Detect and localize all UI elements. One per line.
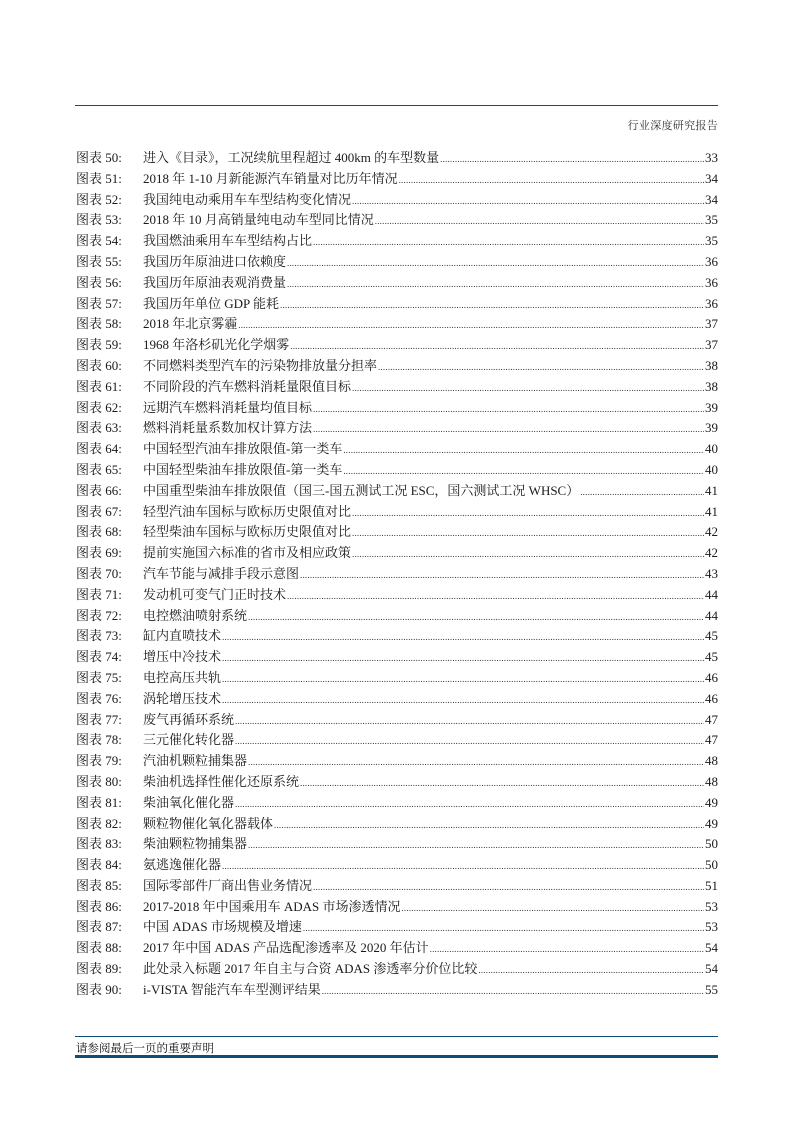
page-number: 49 xyxy=(705,815,718,831)
toc-entry[interactable] xyxy=(76,210,718,231)
report-type-title: 行业深度研究报告 xyxy=(627,120,718,132)
dot-leader xyxy=(235,731,704,752)
figure-title: 发动机可变气门正时技术 xyxy=(143,586,287,602)
toc-entry[interactable] xyxy=(76,626,718,647)
figure-label: 图表 71: xyxy=(76,586,122,602)
toc-entry[interactable] xyxy=(76,855,718,876)
dot-leader xyxy=(222,669,704,690)
figure-label: 图表 76: xyxy=(76,690,122,706)
dot-leader xyxy=(343,461,704,482)
page-number: 35 xyxy=(705,212,718,228)
figure-title: 我国历年单位 GDP 能耗 xyxy=(143,295,280,311)
figure-label: 图表 82: xyxy=(76,815,122,831)
toc-entry[interactable] xyxy=(76,585,718,606)
toc-entry[interactable] xyxy=(76,668,718,689)
figure-label: 图表 79: xyxy=(76,753,122,769)
page-number: 37 xyxy=(705,337,718,353)
toc-entry[interactable] xyxy=(76,959,718,980)
toc-entry[interactable] xyxy=(76,834,718,855)
dot-leader xyxy=(303,918,704,939)
page-number: 49 xyxy=(705,794,718,810)
figure-title: 2018 年 1-10 月新能源汽车销量对比历年情况 xyxy=(143,170,398,186)
dot-leader xyxy=(352,523,704,544)
dot-leader xyxy=(378,357,704,378)
page-number: 39 xyxy=(705,399,718,415)
toc-entry[interactable] xyxy=(76,377,718,398)
dot-leader xyxy=(287,274,704,295)
figure-title: 电控燃油喷射系统 xyxy=(143,607,248,623)
figure-label: 图表 54: xyxy=(76,233,122,249)
dot-leader xyxy=(280,295,704,316)
figure-title: 三元催化转化器 xyxy=(143,732,235,748)
figure-title: 中国轻型柴油车排放限值-第一类车 xyxy=(143,461,343,477)
dot-leader xyxy=(313,419,704,440)
dot-leader xyxy=(287,253,704,274)
figure-title: 2017 年中国 ADAS 产品选配渗透率及 2020 年估计 xyxy=(143,940,429,956)
toc-entry[interactable] xyxy=(76,418,718,439)
dot-leader xyxy=(274,815,704,836)
page-number: 38 xyxy=(705,378,718,394)
figure-label: 图表 50: xyxy=(76,150,122,165)
figure-label: 图表 78: xyxy=(76,732,122,748)
figure-title: 汽油机颗粒捕集器 xyxy=(143,753,248,769)
figure-title: 轻型柴油车国标与欧标历史限值对比 xyxy=(143,524,352,540)
dot-leader xyxy=(300,773,704,794)
toc-entry[interactable] xyxy=(76,439,718,460)
figure-title: 缸内直喷技术 xyxy=(143,628,222,644)
figure-title: 我国历年原油进口依赖度 xyxy=(143,253,287,269)
toc-entry[interactable] xyxy=(76,522,718,543)
figure-title: 2018 年 10 月高销量纯电动车型同比情况 xyxy=(143,212,374,228)
figure-title: 2018 年北京雾霾 xyxy=(143,316,238,332)
dot-leader xyxy=(580,482,704,503)
figure-label: 图表 61: xyxy=(76,378,122,394)
figure-label: 图表 63: xyxy=(76,420,122,436)
toc-entry[interactable] xyxy=(76,710,718,731)
figure-title: 我国历年原油表观消费量 xyxy=(143,274,287,290)
figure-title: 此处录入标题 2017 年自主与合资 ADAS 渗透率分价位比较 xyxy=(143,961,478,977)
figure-title: 汽车节能与减排手段示意图 xyxy=(143,565,300,581)
figure-label: 图表 65: xyxy=(76,461,122,477)
figure-title: 轻型汽油车国标与欧标历史限值对比 xyxy=(143,503,352,519)
figure-label: 图表 90: xyxy=(76,981,122,997)
page-number: 55 xyxy=(705,981,718,997)
toc-entry[interactable] xyxy=(76,231,718,252)
page-number: 48 xyxy=(705,753,718,769)
toc-entry[interactable] xyxy=(76,502,718,523)
header-rule xyxy=(75,105,718,106)
footer-rule-thin xyxy=(75,1036,718,1037)
figure-label: 图表 85: xyxy=(76,877,122,893)
dot-leader xyxy=(401,898,704,919)
figure-label: 图表 74: xyxy=(76,649,122,665)
page-number: 39 xyxy=(705,420,718,436)
toc-entry[interactable] xyxy=(76,897,718,918)
figure-title: 柴油机选择性催化还原系统 xyxy=(143,773,300,789)
figure-title: 我国燃油乘用车车型结构占比 xyxy=(143,233,313,249)
page-number: 34 xyxy=(705,170,718,186)
figure-label: 图表 89: xyxy=(76,961,122,977)
page-number: 41 xyxy=(705,503,718,519)
dot-leader xyxy=(222,648,704,669)
disclaimer-note: 请参阅最后一页的重要声明 xyxy=(76,1043,214,1055)
dot-leader xyxy=(352,191,704,212)
page-number: 44 xyxy=(705,586,718,602)
dot-leader xyxy=(352,378,704,399)
page-number: 50 xyxy=(705,857,718,873)
page-number: 38 xyxy=(705,357,718,373)
page-number: 54 xyxy=(705,961,718,977)
toc-entry[interactable] xyxy=(76,876,718,897)
figure-title: 燃料消耗量系数加权计算方法 xyxy=(143,420,313,436)
figure-label: 图表 81: xyxy=(76,794,122,810)
page-number: 36 xyxy=(705,295,718,311)
dot-leader xyxy=(478,960,704,981)
figure-title: 柴油氧化催化器 xyxy=(143,794,235,810)
page-number: 47 xyxy=(705,711,718,727)
toc-entry[interactable] xyxy=(76,398,718,419)
figure-title: 进入《目录》，工况续航里程超过 400km 的车型数量 xyxy=(143,150,440,165)
toc-entry[interactable] xyxy=(76,543,718,564)
dot-leader xyxy=(440,149,704,170)
page-number: 46 xyxy=(705,669,718,685)
figure-label: 图表 72: xyxy=(76,607,122,623)
toc-entry[interactable] xyxy=(76,689,718,710)
figure-label: 图表 66: xyxy=(76,482,122,498)
figure-label: 图表 70: xyxy=(76,565,122,581)
figure-title: 不同燃料类型汽车的污染物排放量分担率 xyxy=(143,357,378,373)
dot-leader xyxy=(222,627,704,648)
toc-entry[interactable] xyxy=(76,730,718,751)
figure-label: 图表 80: xyxy=(76,773,122,789)
figure-label: 图表 67: xyxy=(76,503,122,519)
figure-title: 中国轻型汽油车排放限值-第一类车 xyxy=(143,441,343,457)
toc-entry[interactable] xyxy=(76,564,718,585)
page-number: 53 xyxy=(705,919,718,935)
toc-entry[interactable] xyxy=(76,460,718,481)
footer-rule-thick xyxy=(75,1055,718,1058)
page-number: 36 xyxy=(705,253,718,269)
page-number: 34 xyxy=(705,191,718,207)
page-number: 45 xyxy=(705,649,718,665)
toc-entry[interactable] xyxy=(76,980,718,1001)
toc-entry[interactable] xyxy=(76,294,718,315)
toc-entry[interactable] xyxy=(76,252,718,273)
figure-title: 废气再循环系统 xyxy=(143,711,235,727)
figure-label: 图表 57: xyxy=(76,295,122,311)
dot-leader xyxy=(248,752,704,773)
dot-leader xyxy=(222,856,704,877)
figure-label: 图表 53: xyxy=(76,212,122,228)
page-number: 54 xyxy=(705,940,718,956)
toc-entry[interactable] xyxy=(76,772,718,793)
page-number: 36 xyxy=(705,274,718,290)
toc-entry[interactable] xyxy=(76,606,718,627)
figure-label: 图表 83: xyxy=(76,836,122,852)
dot-leader xyxy=(248,835,704,856)
figure-label: 图表 60: xyxy=(76,357,122,373)
figure-title: 氨逃逸催化器 xyxy=(143,857,222,873)
page-number: 41 xyxy=(705,482,718,498)
dot-leader xyxy=(343,440,704,461)
dot-leader xyxy=(287,586,704,607)
dot-leader xyxy=(313,399,704,420)
page-number: 45 xyxy=(705,628,718,644)
page-number: 40 xyxy=(705,461,718,477)
page-number: 35 xyxy=(705,233,718,249)
page-number: 53 xyxy=(705,898,718,914)
figure-title: 柴油颗粒物捕集器 xyxy=(143,836,248,852)
dot-leader xyxy=(430,939,704,960)
dot-leader xyxy=(399,170,704,191)
toc-entry[interactable] xyxy=(76,647,718,668)
figure-title: 远期汽车燃料消耗量均值目标 xyxy=(143,399,313,415)
page-number: 33 xyxy=(705,150,718,165)
page-number: 48 xyxy=(705,773,718,789)
figure-label: 图表 62: xyxy=(76,399,122,415)
figure-title: 中国重型柴油车排放限值（国三-国五测试工况 ESC，国六测试工况 WHSC） xyxy=(143,482,580,498)
page-number: 42 xyxy=(705,545,718,561)
figure-title: i-VISTA 智能汽车车型测评结果 xyxy=(143,981,321,997)
figure-title: 涡轮增压技术 xyxy=(143,690,222,706)
figure-label: 图表 77: xyxy=(76,711,122,727)
toc-entry[interactable] xyxy=(76,814,718,835)
dot-leader xyxy=(290,336,704,357)
figure-title: 1968 年洛杉矶光化学烟雾 xyxy=(143,337,290,353)
dot-leader xyxy=(322,981,704,1002)
toc-entry[interactable] xyxy=(76,917,718,938)
figure-label: 图表 55: xyxy=(76,253,122,269)
page-number: 37 xyxy=(705,316,718,332)
figure-label: 图表 86: xyxy=(76,898,122,914)
page-number: 51 xyxy=(705,877,718,893)
figure-label: 图表 73: xyxy=(76,628,122,644)
toc-entry[interactable] xyxy=(76,273,718,294)
dot-leader xyxy=(222,690,704,711)
dot-leader xyxy=(313,877,704,898)
figure-title: 增压中冷技术 xyxy=(143,649,222,665)
toc-entry[interactable] xyxy=(76,356,718,377)
page-number: 46 xyxy=(705,690,718,706)
figure-label: 图表 69: xyxy=(76,545,122,561)
dot-leader xyxy=(352,544,704,565)
dot-leader xyxy=(235,794,704,815)
page-number: 44 xyxy=(705,607,718,623)
toc-entry[interactable] xyxy=(76,335,718,356)
figure-label: 图表 51: xyxy=(76,170,122,186)
figure-label: 图表 68: xyxy=(76,524,122,540)
toc-entry[interactable] xyxy=(76,169,718,190)
page-number: 43 xyxy=(705,565,718,581)
figure-title: 2017-2018 年中国乘用车 ADAS 市场渗透情况 xyxy=(143,898,401,914)
figure-title: 提前实施国六标准的省市及相应政策 xyxy=(143,545,352,561)
toc-entry[interactable] xyxy=(76,793,718,814)
dot-leader xyxy=(238,315,704,336)
page-number: 50 xyxy=(705,836,718,852)
figure-label: 图表 58: xyxy=(76,316,122,332)
figure-label: 图表 75: xyxy=(76,669,122,685)
figure-title: 国际零部件厂商出售业务情况 xyxy=(143,877,313,893)
page-number: 47 xyxy=(705,732,718,748)
figure-label: 图表 59: xyxy=(76,337,122,353)
figure-label: 图表 56: xyxy=(76,274,122,290)
figure-title: 不同阶段的汽车燃料消耗量限值目标 xyxy=(143,378,352,394)
dot-leader xyxy=(300,565,704,586)
toc-entry[interactable] xyxy=(76,190,718,211)
figure-label: 图表 84: xyxy=(76,857,122,873)
dot-leader xyxy=(375,211,704,232)
figure-label: 图表 64: xyxy=(76,441,122,457)
toc-entry[interactable] xyxy=(76,148,718,169)
table-of-figures xyxy=(76,148,718,1001)
figure-title: 电控高压共轨 xyxy=(143,669,222,685)
figure-label: 图表 88: xyxy=(76,940,122,956)
dot-leader xyxy=(235,711,704,732)
figure-title: 颗粒物催化氧化器载体 xyxy=(143,815,274,831)
toc-entry[interactable] xyxy=(76,314,718,335)
figure-label: 图表 87: xyxy=(76,919,122,935)
toc-entry[interactable] xyxy=(76,481,718,502)
page-number: 42 xyxy=(705,524,718,540)
dot-leader xyxy=(313,232,704,253)
toc-entry[interactable] xyxy=(76,751,718,772)
page-number: 40 xyxy=(705,441,718,457)
dot-leader xyxy=(248,607,704,628)
dot-leader xyxy=(352,503,704,524)
toc-entry[interactable] xyxy=(76,938,718,959)
figure-label: 图表 52: xyxy=(76,191,122,207)
figure-title: 中国 ADAS 市场规模及增速 xyxy=(143,919,302,935)
figure-title: 我国纯电动乘用车车型结构变化情况 xyxy=(143,191,352,207)
